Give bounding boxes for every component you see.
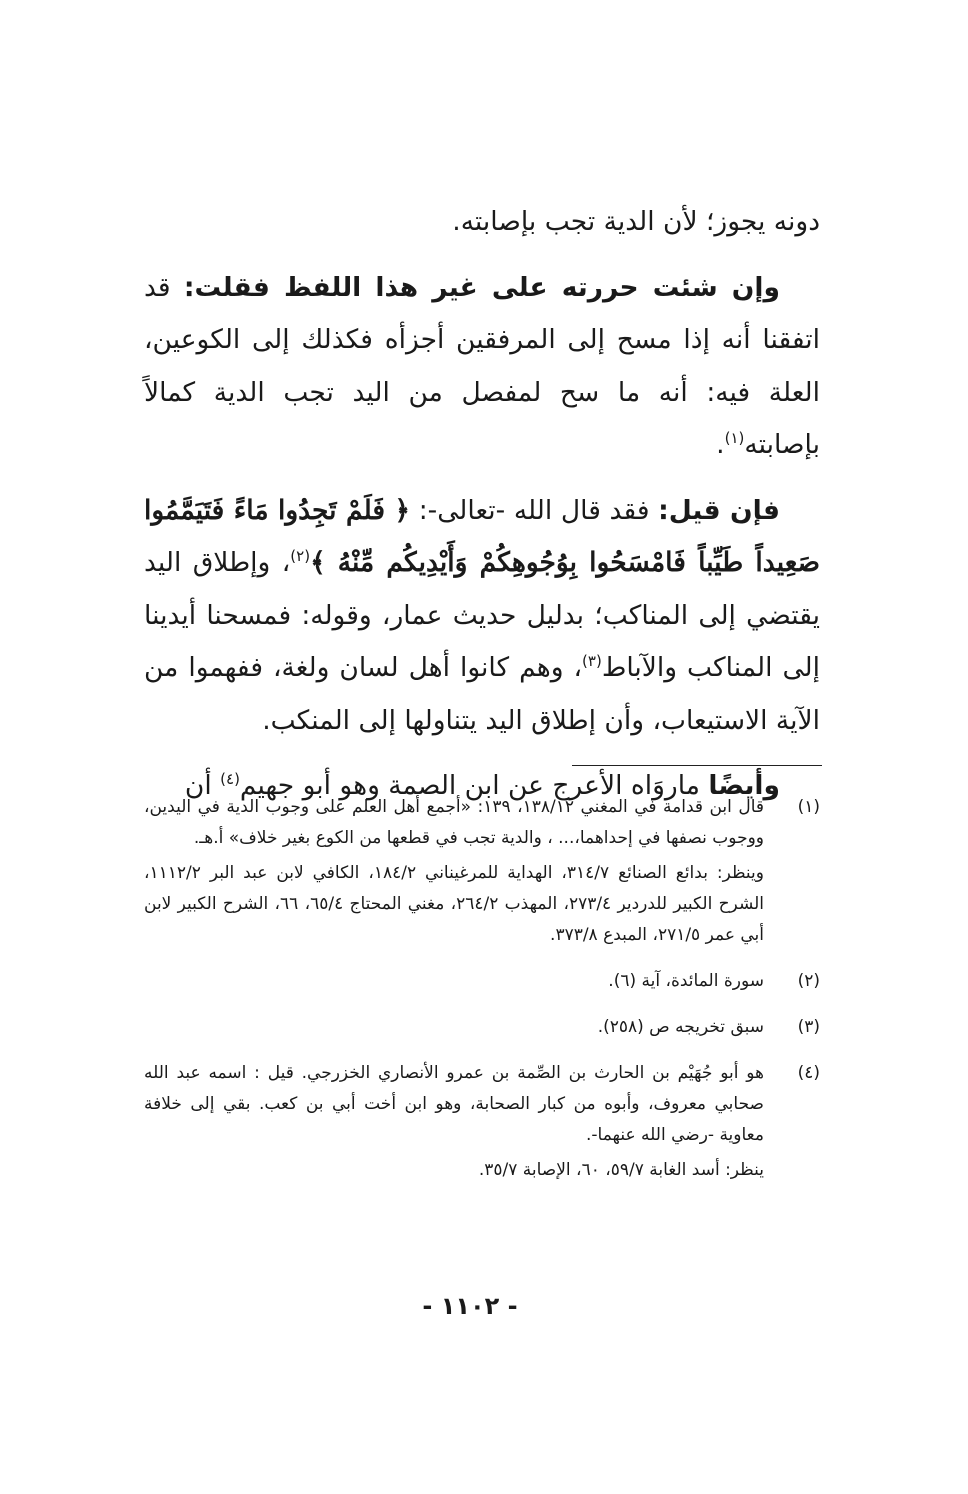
footnote-ref-1[interactable]: (١) [724,429,745,448]
paragraph-4-lead: وأيضًا [708,770,780,801]
quran-verse: ﴿ فَلَمْ تَجِدُوا مَاءً فَتَيَمَّمُوا صَعِيداً طَيِّباً فَامْسَحُوا بِوُجُوهِكُمْ وَأَيْدِيكُم مِّنْهُ ﴾ [144,494,820,578]
footnote-1 [144,792,820,951]
footnote-number: (١) [797,797,820,817]
paragraph-3-lead: فإن قيل: [658,494,780,526]
paragraph-1-text: دونه يجوز؛ لأن الدية تجب بإصابته. [452,206,820,237]
paragraph-3-middle: ، وإطلاق اليد يقتضي إلى المناكب؛ بدليل حديث عمار، وقوله: فمسحنا أيدينا إلى المناكب والآباط [144,547,820,683]
paragraph-4-text: ماروَاه الأعرج عن ابن الصمة وهو أبو جهيم [239,770,700,801]
page-number: - ١١٠٢ - [422,1292,518,1320]
paragraph-4-end: أن [184,770,212,801]
footnote-text: سبق تخريجه ص (٢٥٨). [597,1017,764,1037]
paragraph-3-intro: فقد قال الله -تعالى-: [418,494,650,526]
paragraph-2-text: قد اتفقنا أنه إذا مسح إلى المرفقين أجزأه فكذلك إلى الكوعين، العلة فيه: أنه ما سح لمفصل من اليد تجب الدية كمالاً بإصابته [144,271,820,460]
footnote-ref-4[interactable]: (٤) [220,770,240,789]
footnote-separator [572,765,822,766]
footnote-number: (٢) [797,971,820,991]
footnote-3 [144,1012,820,1043]
footnote-ref-2[interactable]: (٢) [290,547,311,566]
main-text [144,196,820,826]
paragraph-3-end: ، وهم كانوا أهل لسان ولغة، ففهموا من الآية الاستيعاب، وأن إطلاق اليد يتناولها إلى المنكب. [144,652,820,736]
footnote-text: قال ابن قدامة في المغني ١٣٨/١٢، ١٣٩: «أجمع أهل العلم على وجوب الدية في اليدين، ووجوب نصفها في إحداهما،... ، والدية تجب في قطعها من الكوع بغير خلاف» أ.هـ. [144,797,765,848]
paragraph-2-lead: وإن شئت حررته على غير هذا اللفظ فقلت: [183,271,780,303]
paragraph-3 [144,485,820,748]
footnote-text: سورة المائدة، آية (٦). [608,971,764,991]
footnotes [144,792,820,1201]
paragraph-1 [144,196,820,249]
footnote-number: (٣) [797,1017,820,1037]
footnote-4 [144,1058,820,1186]
paragraph-2 [144,262,820,472]
footnote-ref-3[interactable]: (٣) [582,652,602,671]
footnote-text: وينظر: بدائع الصنائع ٣١٤/٧، الهداية للمرغيناني ١٨٤/٢، الكافي لابن عبد البر ١١١٢/٢، الشرح الكبير للدردير ٢٧٣/٤، المهذب ٢٦٤/٢، مغني المحتاج ٦٥/٤، ٦٦، الشرح الكبير لابن أبي عمر ٢٧١/٥، المبدع ٣٧٣/٨. [144,863,765,945]
footnote-2 [144,966,820,997]
footnote-number: (٤) [797,1063,820,1083]
footnote-text: ينظر: أسد الغابة ٥٩/٧، ٦٠، الإصابة ٣٥/٧. [478,1160,764,1180]
footnote-text: هو أبو جُهَيْم بن الحارث بن الصِّمة بن عمرو الأنصاري الخزرجي. قيل : اسمه عبد الله صحابي معروف، وأبوه من كبار الصحابة، وهو ابن أخت أبي بن كعب. بقي إلى خلافة معاوية -رضي الله عنهما-. [144,1063,764,1145]
paragraph-2-end: . [716,429,725,460]
